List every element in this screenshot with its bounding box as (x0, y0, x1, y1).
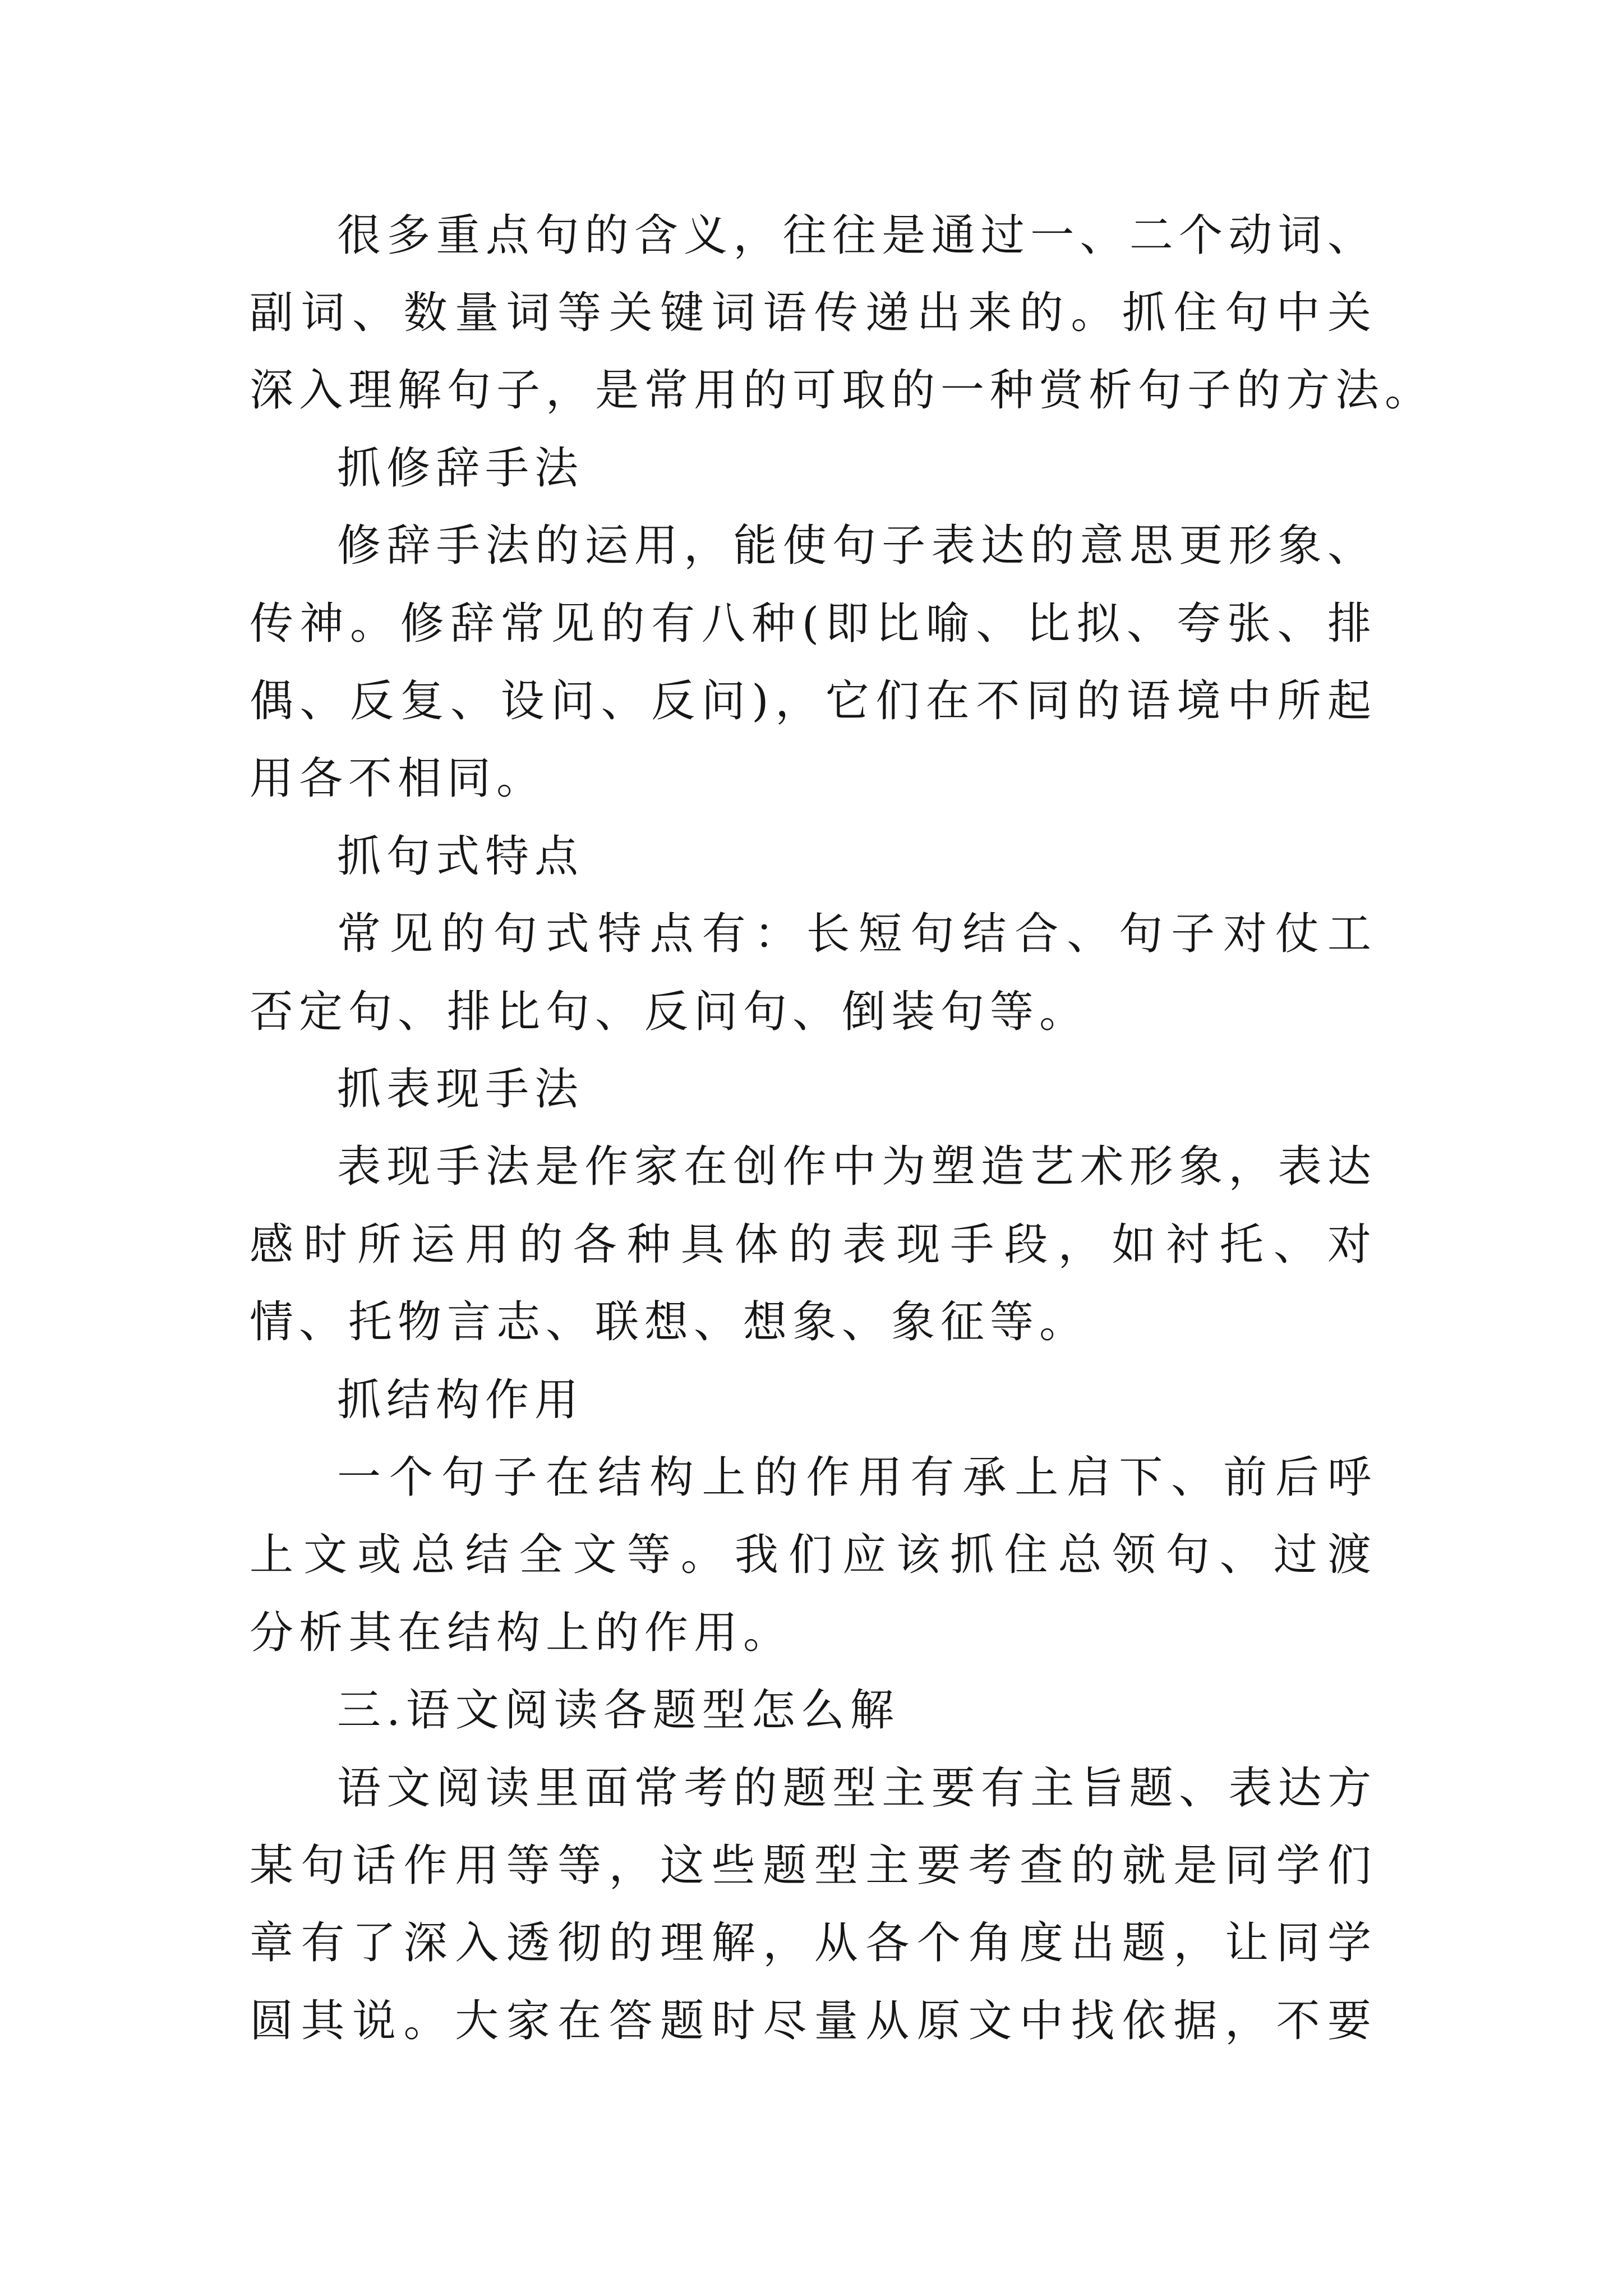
paragraph-line: 修辞手法的运用，能使句子表达的意思更形象、 (337, 521, 1377, 571)
section-heading: 抓表现手法 (337, 1064, 584, 1115)
section-heading: 三.语文阅读各题型怎么解 (337, 1685, 900, 1736)
paragraph-line: 用各不相同。 (250, 753, 546, 804)
section-heading: 抓句式特点 (337, 831, 584, 882)
paragraph-line: 某句话作用等等，这些题型主要考查的就是同学们 (250, 1841, 1377, 1891)
section-heading: 抓修辞手法 (337, 443, 584, 494)
paragraph-line: 感时所运用的各种具体的表现手段，如衬托、对 (250, 1220, 1377, 1270)
paragraph-line: 情、托物言志、联想、想象、象征等。 (250, 1297, 1089, 1347)
paragraph-line: 语文阅读里面常考的题型主要有主旨题、表达方 (337, 1763, 1377, 1814)
paragraph-line: 副词、数量词等关键词语传递出来的。抓住句中关 (250, 288, 1377, 338)
paragraph-line: 分析其在结构上的作用。 (250, 1608, 793, 1658)
paragraph-line: 否定句、排比句、反问句、倒装句等。 (250, 987, 1089, 1037)
paragraph-line: 圆其说。大家在答题时尽量从原文中找依据，不要 (250, 1996, 1377, 2046)
paragraph-line: 偶、反复、设问、反问)，它们在不同的语境中所起 (250, 676, 1377, 726)
paragraph-line: 上文或总结全文等。我们应该抓住总领句、过渡 (250, 1530, 1377, 1580)
paragraph-line: 表现手法是作家在创作中为塑造艺术形象，表达 (337, 1142, 1377, 1192)
paragraph-line: 深入理解句子，是常用的可取的一种赏析句子的方法。 (250, 365, 1435, 416)
paragraph-line: 传神。修辞常见的有八种(即比喻、比拟、夸张、排 (250, 599, 1377, 649)
paragraph-line: 一个句子在结构上的作用有承上启下、前后呼 (337, 1452, 1377, 1503)
paragraph-line: 很多重点句的含义，往往是通过一、二个动词、 (337, 210, 1377, 261)
section-heading: 抓结构作用 (337, 1375, 584, 1425)
paragraph-line: 章有了深入透彻的理解，从各个角度出题，让同学 (250, 1918, 1377, 1968)
paragraph-line: 常见的句式特点有：长短句结合、句子对仗工 (337, 909, 1377, 959)
